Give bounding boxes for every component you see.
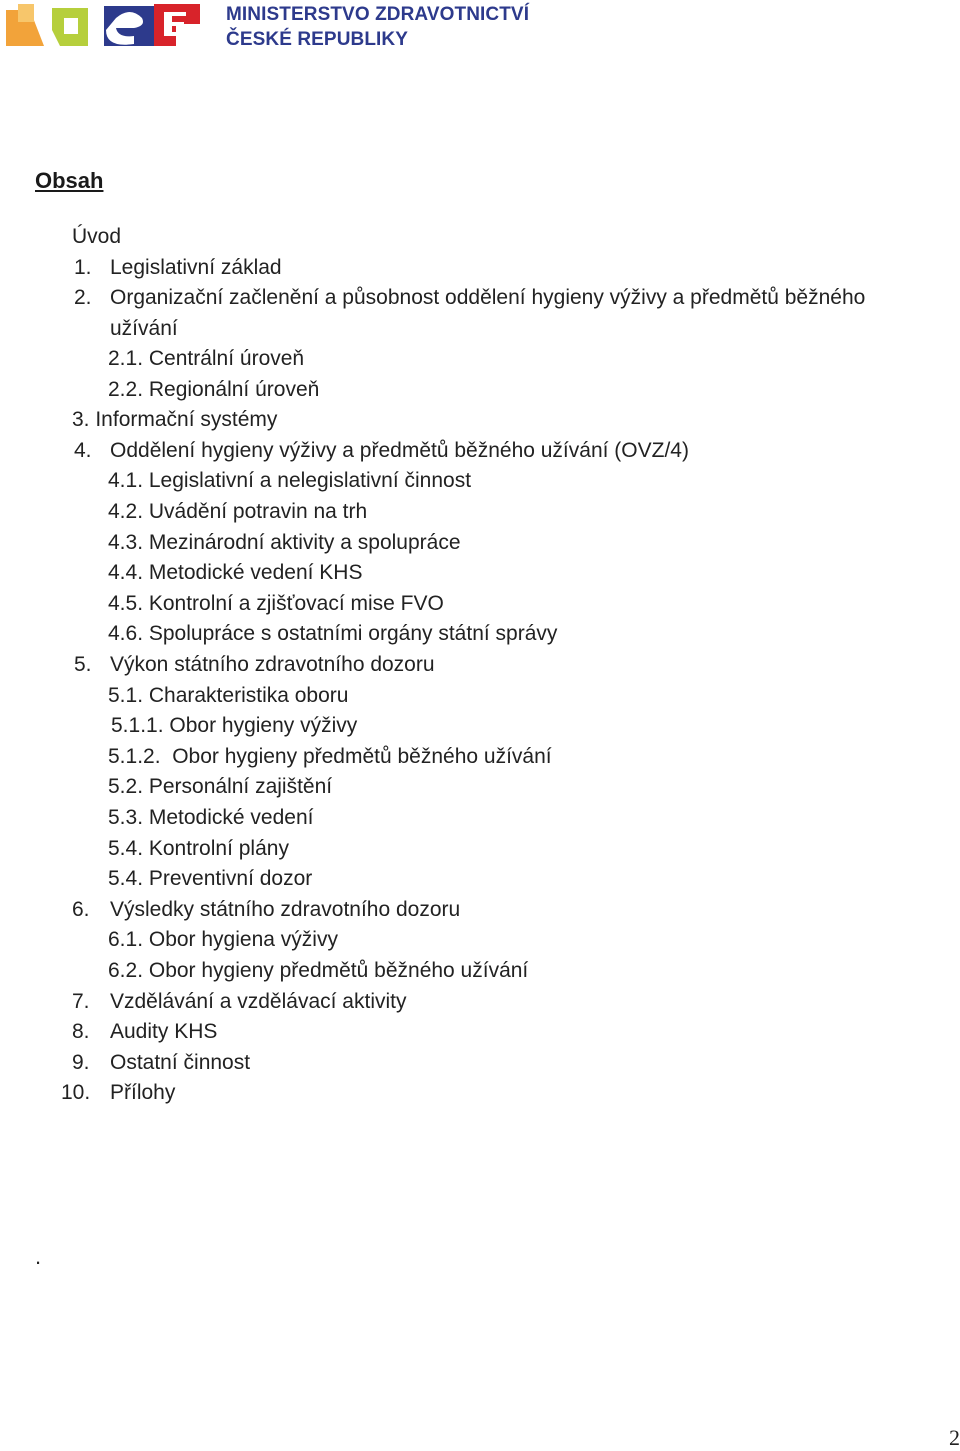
page-number: 2 — [949, 1425, 960, 1450]
toc-item: 6.2. Obor hygieny předmětů běžného užívání — [108, 959, 529, 982]
toc-item: 2. Organizační začlenění a působnost oddělení hygieny výživy a předmětů běžného — [74, 286, 866, 309]
toc-item: 5.1.1. Obor hygieny výživy — [111, 714, 358, 737]
toc-item: 5.2. Personální zajištění — [108, 775, 333, 798]
toc-item: 2.2. Regionální úroveň — [108, 378, 320, 401]
toc-item: 5.1.2. Obor hygieny předmětů běžného užívání — [108, 745, 552, 768]
toc-item: Úvod — [72, 225, 122, 248]
toc-item: užívání — [110, 317, 178, 340]
toc-item: 1. Legislativní základ — [74, 256, 282, 279]
toc-item: 5. Výkon státního zdravotního dozoru — [74, 653, 435, 676]
ministry-logo — [4, 0, 209, 50]
toc-item: 4.6. Spolupráce s ostatními orgány státní správy — [108, 622, 558, 645]
toc-item: 4.3. Mezinárodní aktivity a spolupráce — [108, 531, 461, 554]
toc-item: 4. Oddělení hygieny výživy a předmětů běžného užívání (OVZ/4) — [74, 439, 689, 462]
toc-item: 5.1. Charakteristika oboru — [108, 684, 349, 707]
toc-item: 4.2. Uvádění potravin na trh — [108, 500, 368, 523]
toc-item: 4.1. Legislativní a nelegislativní činnost — [108, 469, 472, 492]
toc-item: 2.1. Centrální úroveň — [108, 347, 305, 370]
toc-item: 10. Přílohy — [61, 1081, 176, 1104]
toc-item: 6.1. Obor hygiena výživy — [108, 928, 338, 951]
toc-item: 4.4. Metodické vedení KHS — [108, 561, 363, 584]
ministry-name — [226, 2, 529, 52]
stray-dot: . — [35, 1244, 42, 1269]
toc-item: 8. Audity KHS — [72, 1020, 218, 1043]
toc-item: 7. Vzdělávání a vzdělávací aktivity — [72, 990, 407, 1013]
toc-item: 3. Informační systémy — [72, 408, 278, 431]
toc-item: 9. Ostatní činnost — [72, 1051, 251, 1074]
toc-item: 5.4. Preventivní dozor — [108, 867, 313, 890]
toc-title: Obsah — [35, 168, 104, 193]
ministry-name-line1: MINISTERSTVO ZDRAVOTNICTVÍ — [226, 4, 530, 25]
toc-item: 5.3. Metodické vedení — [108, 806, 314, 829]
toc-item: 4.5. Kontrolní a zjišťovací mise FVO — [108, 592, 444, 615]
ministry-name-line2: ČESKÉ REPUBLIKY — [226, 29, 409, 50]
header — [4, 0, 544, 52]
toc-item: 5.4. Kontrolní plány — [108, 837, 289, 860]
toc-item: 6. Výsledky státního zdravotního dozoru — [72, 898, 461, 921]
